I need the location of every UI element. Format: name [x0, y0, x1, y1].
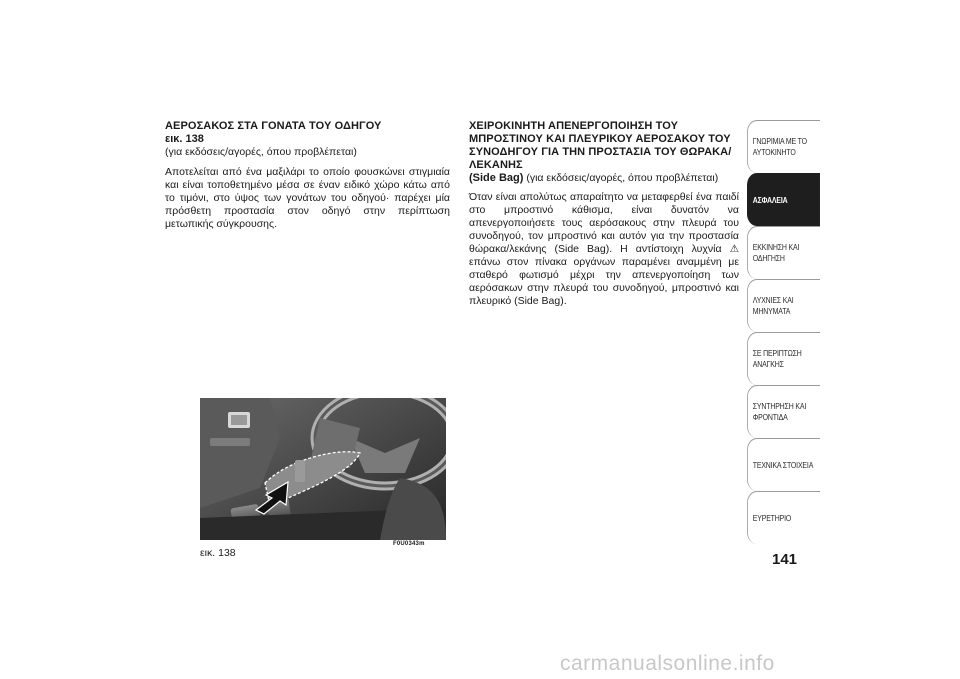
availability-note: (για εκδόσεις/αγορές, όπου προβλέπεται): [165, 146, 357, 158]
figure-reference: εικ. 138: [165, 133, 204, 145]
tab-index[interactable]: ΕΥΡΕΤΗΡΙΟ: [747, 491, 820, 544]
left-column: [165, 120, 450, 231]
tab-maintenance[interactable]: ΣΥΝΤΗΡΗΣΗ ΚΑΙ ΦΡΟΝΤΙΔΑ: [747, 385, 820, 438]
knee-airbag-description: Αποτελείται από ένα μαξιλάρι το οποίο φουσκώνει στιγμιαία και είναι τοποθετημένο μέσα σε έναν ειδικό χώρο κάτω από το τιμόνι, στο ύψος των γονάτων του οδηγού· παρέχει μία πρόσθετη προστασία στον οδηγό στην περίπτωση μετωπικής σύγκρουσης.: [165, 166, 450, 230]
tab-technical-data[interactable]: ΤΕΧΝΙΚΑ ΣΤΟΙΧΕΙΑ: [747, 438, 820, 491]
tab-getting-to-know[interactable]: ΓΝΩΡΙΜΙΑ ΜΕ ΤΟ ΑΥΤΟΚΙΝΗΤΟ: [747, 120, 820, 173]
side-bag-label: (Side Bag): [469, 172, 524, 184]
knee-airbag-illustration: [200, 398, 446, 540]
watermark: carmanualsonline.info: [560, 652, 775, 675]
page-number: 141: [772, 551, 798, 568]
availability-note-right: (για εκδόσεις/αγορές, όπου προβλέπεται): [526, 172, 719, 184]
manual-deactivation-description: Όταν είναι απολύτως απαραίτητο να μεταφερθεί ένα παιδί στο μπροστινό κάθισμα, είναι δυνατόν να απενεργοποιήσετε τους αερόσακους στην πλευρά του συνοδηγού, τον μπροστινό και αυτόν για την προστασία θώρακα/λεκάνης (Side Bag). Η αντίστοιχη λυχνία ⚠ επάνω στον πίνακα οργάνων παραμένει αναμμένη με σταθερό φωτισμό μέχρι την απενεργοποίηση των αερόσακων στην πλευρά του συνοδηγού, μπροστινό και πλευρικό (Side Bag).: [469, 191, 739, 307]
knee-airbag-figure: [200, 398, 446, 540]
tab-warning-lights[interactable]: ΛΥΧΝΙΕΣ ΚΑΙ ΜΗΝΥΜΑΤΑ: [747, 279, 820, 332]
tab-emergency[interactable]: ΣΕ ΠΕΡΙΠΤΩΣΗ ΑΝΑΓΚΗΣ: [747, 332, 820, 385]
chapter-tabs: [747, 120, 820, 544]
side-bag-line: [469, 172, 739, 185]
tab-safety[interactable]: ΑΣΦΑΛΕΙΑ: [747, 173, 820, 226]
right-column: [469, 120, 739, 308]
tab-starting-driving[interactable]: ΕΚΚΙΝΗΣΗ ΚΑΙ ΟΔΗΓΗΣΗ: [747, 226, 820, 279]
figure-caption: εικ. 138: [200, 547, 236, 559]
section-heading-knee-airbag: ΑΕΡΟΣΑΚΟΣ ΣΤΑ ΓΟΝΑΤΑ ΤΟΥ ΟΔΗΓΟΥ: [165, 120, 382, 132]
section-heading-manual-deactivation: ΧΕΙΡΟΚΙΝΗΤΗ ΑΠΕΝΕΡΓΟΠΟΙΗΣΗ ΤΟΥ ΜΠΡΟΣΤΙΝΟΥ ΚΑΙ ΠΛΕΥΡΙΚΟΥ ΑΕΡΟΣΑΚΟΥ ΤΟΥ ΣΥΝΟΔΗΓΟΥ ΓΙΑ ΤΗΝ ΠΡΟΣΤΑΣΙΑ ΤΟΥ ΘΩΡΑΚΑ/ΛΕΚΑΝΗΣ: [469, 120, 732, 171]
figure-code: F0U0343m: [393, 541, 425, 547]
